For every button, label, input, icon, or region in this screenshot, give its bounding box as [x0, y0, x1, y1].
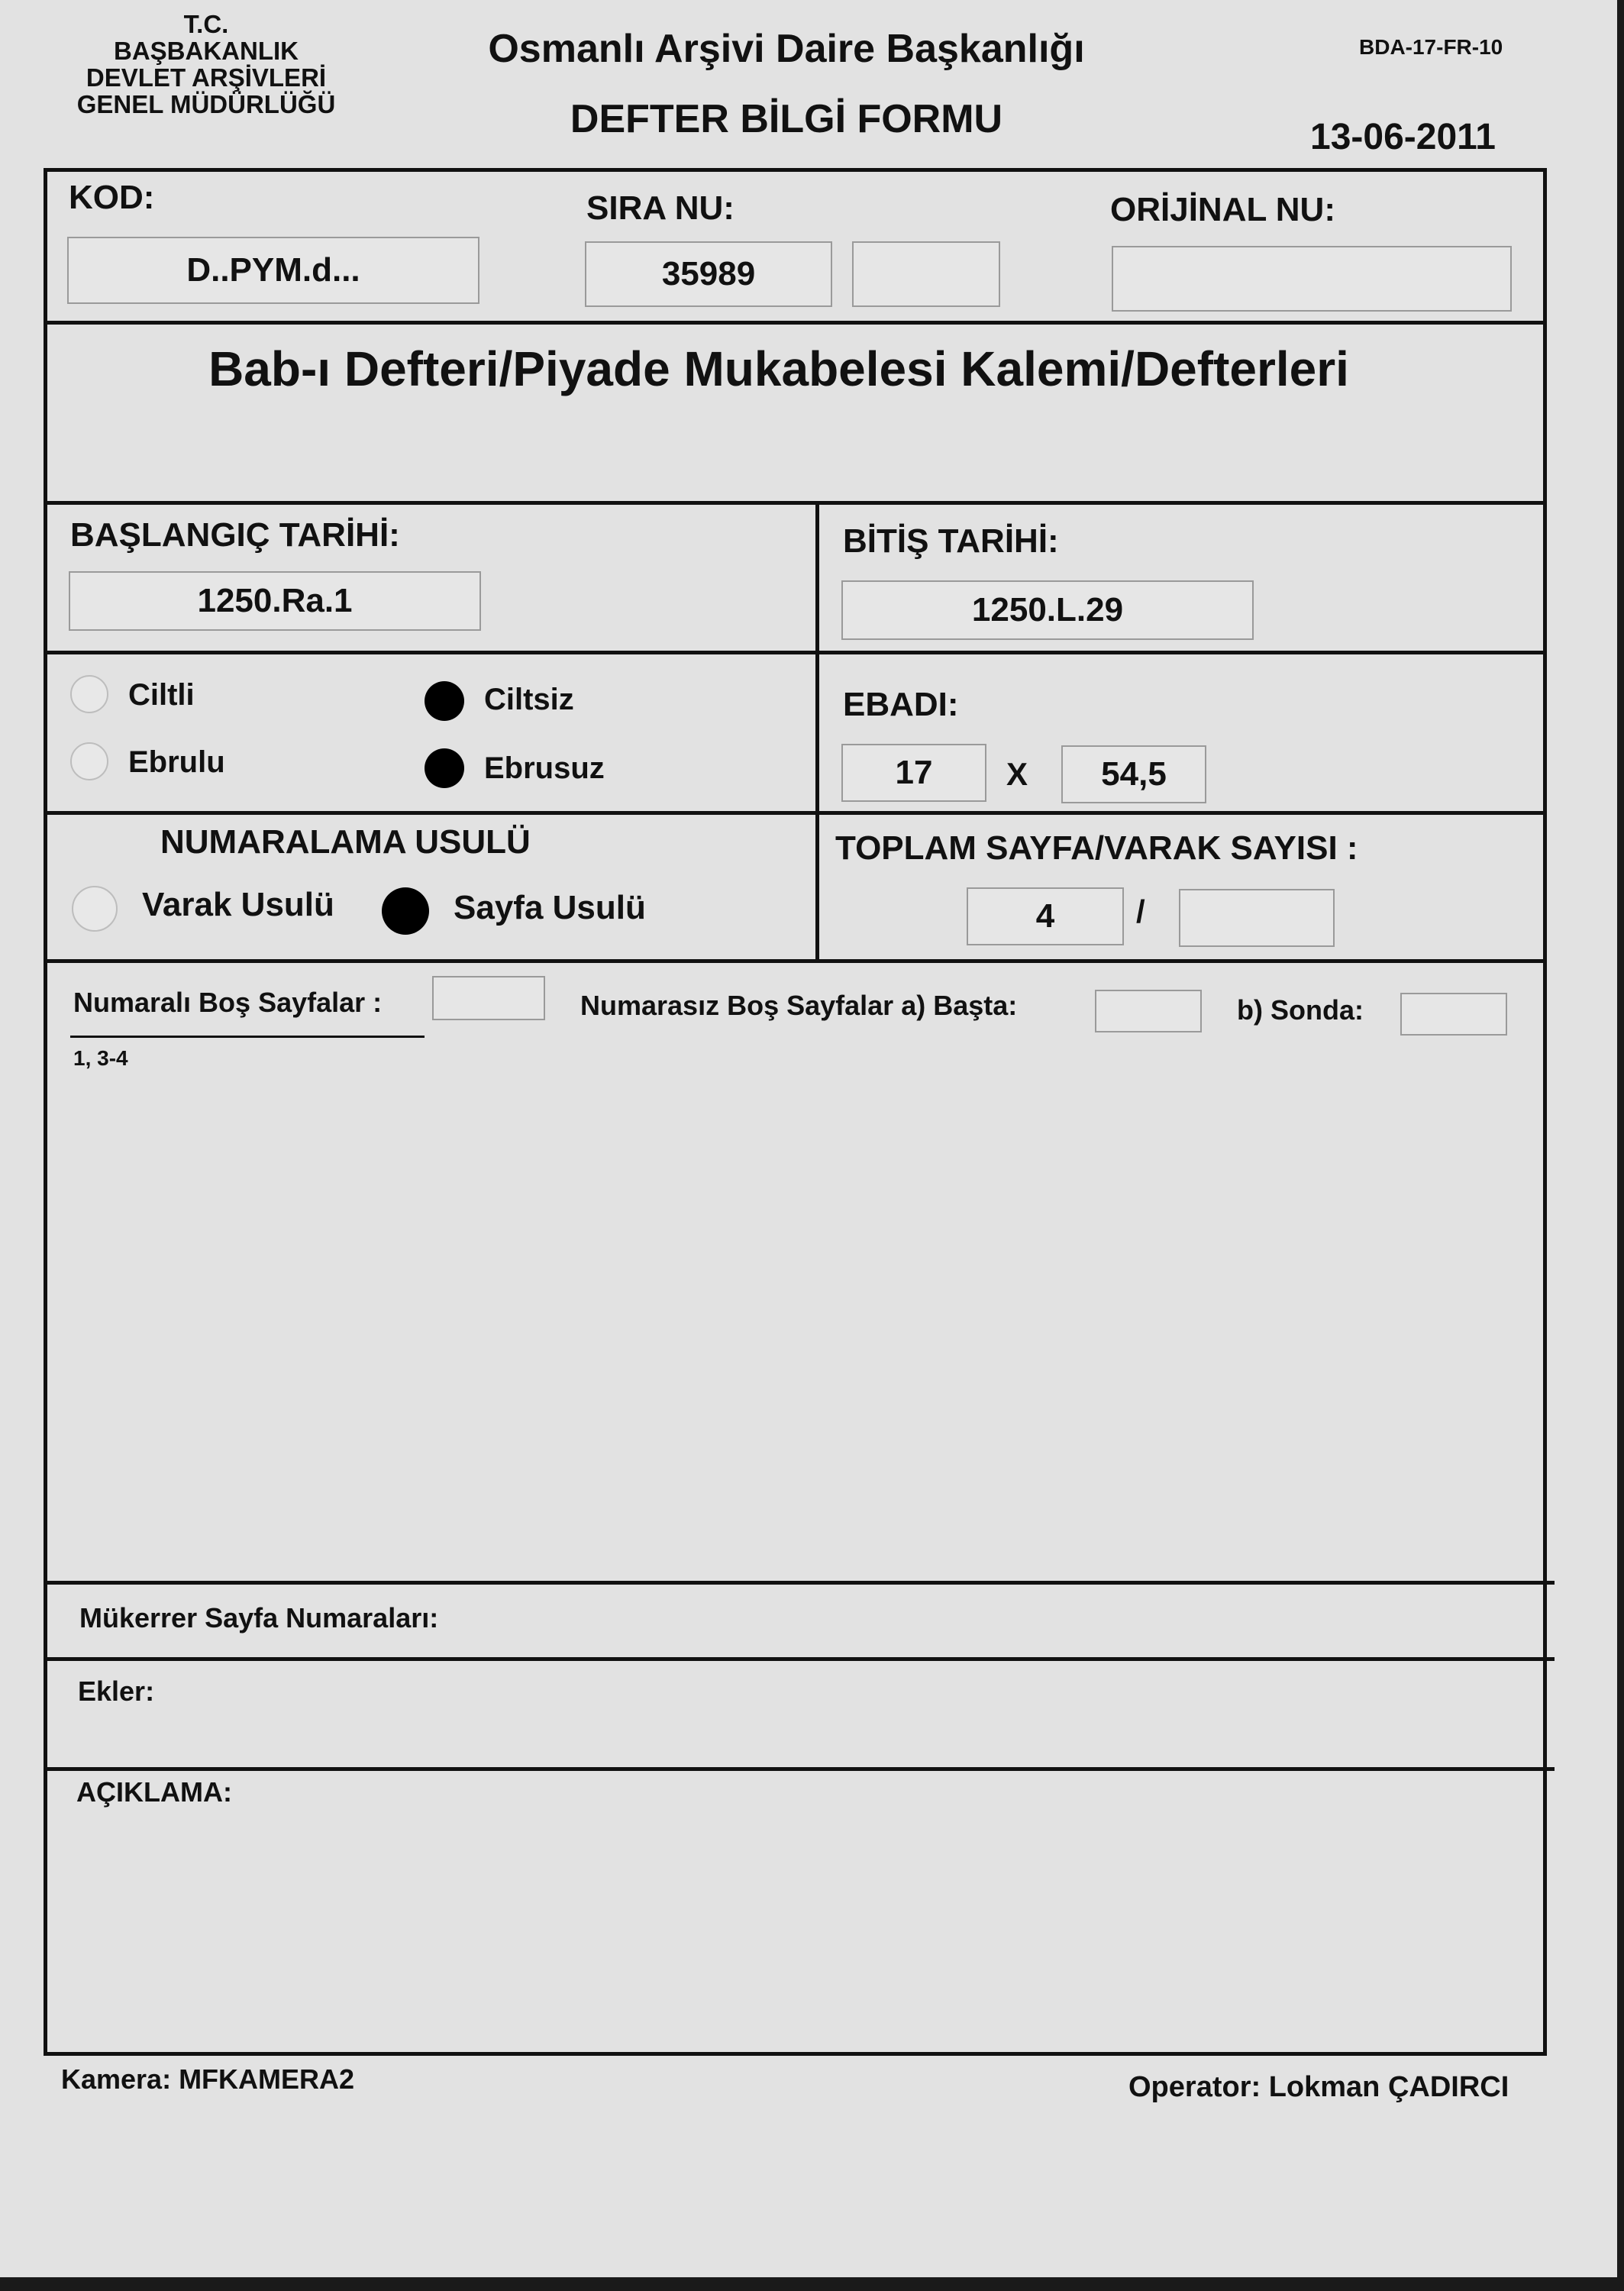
- ciltsiz-radio[interactable]: [425, 681, 464, 721]
- ciltsiz-label: Ciltsiz: [484, 683, 574, 716]
- bitis-field[interactable]: 1250.L.29: [841, 580, 1254, 640]
- orijinal-label: ORİJİNAL NU:: [1110, 191, 1335, 228]
- ebadi-separator: X: [1006, 756, 1028, 792]
- numarali-bos-label: Numaralı Boş Sayfalar :: [73, 987, 383, 1018]
- sayfa-usulu-label: Sayfa Usulü: [454, 889, 646, 926]
- varak-usulu-radio[interactable]: [72, 886, 118, 932]
- kamera-text: Kamera: MFKAMERA2: [61, 2063, 355, 2095]
- ebrusuz-label: Ebrusuz: [484, 751, 605, 785]
- aciklama-label: AÇIKLAMA:: [76, 1776, 232, 1808]
- sira-label: SIRA NU:: [586, 189, 735, 227]
- institution-title: Osmanlı Arşivi Daire Başkanlığı: [488, 27, 1085, 71]
- operator-text: Operator: Lokman ÇADIRCI: [1128, 2071, 1509, 2103]
- sonda-label: b) Sonda:: [1237, 994, 1364, 1026]
- toplam-separator: /: [1136, 893, 1145, 929]
- sira-extra-field[interactable]: [852, 241, 1000, 307]
- ebrusuz-radio[interactable]: [425, 748, 464, 788]
- org-line-3: DEVLET ARŞİVLERİ: [86, 63, 327, 92]
- org-line-4: GENEL MÜDÜRLÜĞÜ: [76, 90, 336, 118]
- toplam-sayfa-field[interactable]: 4: [967, 887, 1124, 945]
- basta-field[interactable]: [1095, 990, 1202, 1032]
- baslangic-label: BAŞLANGIÇ TARİHİ:: [70, 516, 400, 554]
- ebrulu-label: Ebrulu: [128, 745, 225, 779]
- ciltli-label: Ciltli: [128, 678, 195, 712]
- toplam-varak-field[interactable]: [1179, 889, 1335, 947]
- ciltli-radio[interactable]: [70, 675, 108, 713]
- kod-label: KOD:: [69, 179, 155, 216]
- numarali-underline: [70, 1036, 425, 1038]
- ebadi-height-field[interactable]: 54,5: [1061, 745, 1206, 803]
- org-line-1: T.C.: [183, 10, 229, 38]
- numarasiz-bos-label: Numarasız Boş Sayfalar a) Başta:: [580, 990, 1018, 1021]
- form-code: BDA-17-FR-10: [1359, 35, 1503, 59]
- kod-field[interactable]: D..PYM.d...: [67, 237, 479, 304]
- mukerrer-label: Mükerrer Sayfa Numaraları:: [79, 1602, 439, 1633]
- bitis-label: BİTİŞ TARİHİ:: [843, 522, 1059, 560]
- ebrulu-radio[interactable]: [70, 742, 108, 780]
- numaralama-label: NUMARALAMA USULÜ: [160, 823, 531, 861]
- form-date: 13-06-2011: [1310, 117, 1496, 157]
- numarali-bos-field[interactable]: [432, 976, 545, 1020]
- sonda-field[interactable]: [1400, 993, 1507, 1036]
- ekler-label: Ekler:: [78, 1675, 155, 1707]
- toplam-label: TOPLAM SAYFA/VARAK SAYISI :: [835, 829, 1358, 867]
- form-title: DEFTER BİLGİ FORMU: [570, 97, 1003, 141]
- sayfa-usulu-radio[interactable]: [382, 887, 429, 935]
- sira-field[interactable]: 35989: [585, 241, 832, 307]
- baslangic-field[interactable]: 1250.Ra.1: [69, 571, 481, 631]
- ebadi-width-field[interactable]: 17: [841, 744, 986, 802]
- defter-title: Bab-ı Defteri/Piyade Mukabelesi Kalemi/Defterleri: [208, 341, 1349, 396]
- org-line-2: BAŞBAKANLIK: [114, 37, 299, 65]
- orijinal-field[interactable]: [1112, 246, 1512, 312]
- ebadi-label: EBADI:: [843, 686, 959, 723]
- varak-usulu-label: Varak Usulü: [142, 886, 334, 923]
- numarali-bos-list: 1, 3-4: [73, 1046, 128, 1070]
- org-header: [46, 11, 366, 118]
